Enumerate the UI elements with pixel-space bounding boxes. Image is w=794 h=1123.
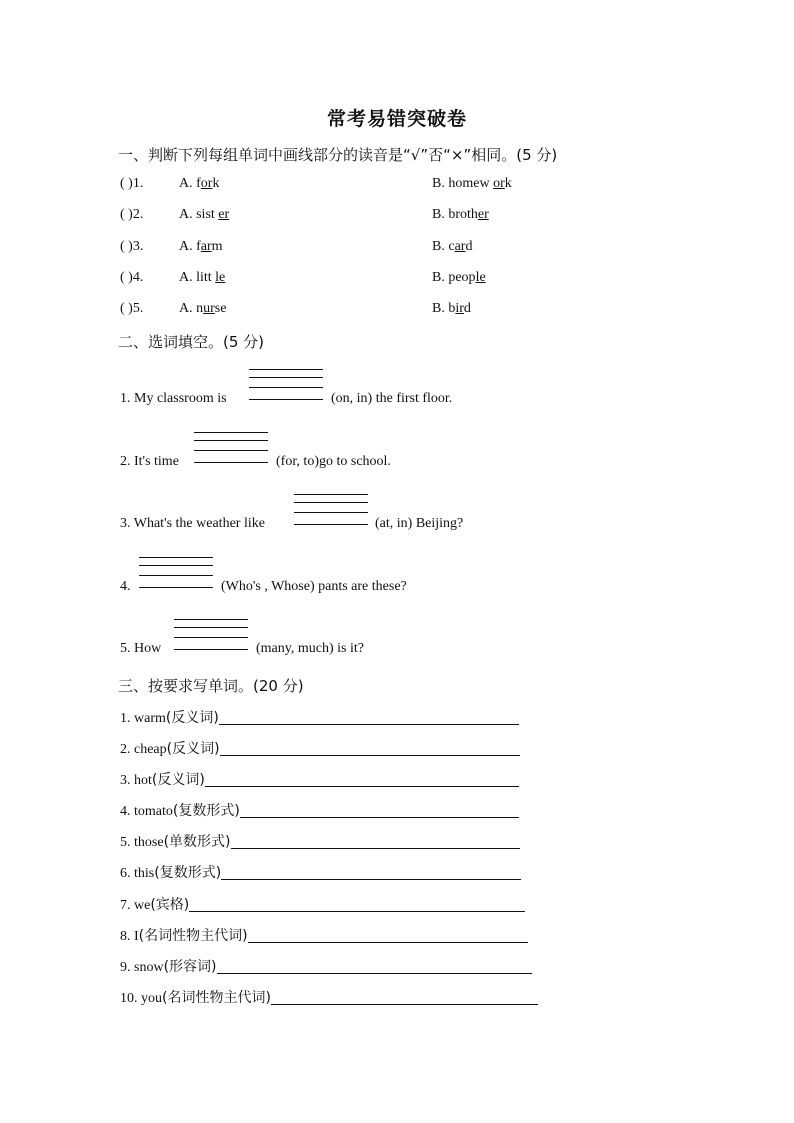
task-hint: (反义词) [165, 710, 219, 726]
task-word: 5. those [120, 835, 164, 850]
option-b-prefix: B. broth [432, 207, 478, 222]
blank-line [294, 494, 368, 495]
answer-line[interactable] [205, 772, 519, 787]
option-a [179, 270, 225, 286]
blank-line [139, 575, 213, 576]
option-a-underlined: er [218, 207, 230, 222]
question-text: 1. My classroom is [120, 391, 227, 406]
task-hint: (形容词) [163, 959, 217, 975]
option-a-prefix: A. sist [179, 207, 219, 222]
option-b-underlined: or [493, 176, 505, 191]
answer-line[interactable] [240, 803, 519, 818]
blank-line [294, 512, 368, 513]
option-b-prefix: B. peop [432, 270, 476, 285]
blank-line [139, 557, 213, 558]
option-b-suffix: d [463, 301, 471, 316]
section1-heading: 一、判断下列每组单词中画线部分的读音是“√”否“×”相同。(5 分) [118, 146, 558, 164]
word-choices: (at, in) Beijing? [375, 516, 464, 531]
word-task-row [120, 894, 525, 914]
blank-line [249, 387, 323, 388]
blank-line [249, 369, 323, 370]
option-b-underlined: ar [454, 239, 466, 254]
option-a-underlined: ur [203, 301, 215, 316]
option-a-underlined: le [215, 270, 226, 285]
section3-heading: 三、按要求写单词。(20 分) [118, 677, 304, 695]
blank-line [194, 440, 268, 441]
task-hint: (单数形式) [163, 834, 231, 850]
blank-line [294, 502, 368, 503]
option-a-underlined: or [200, 176, 213, 191]
task-word: 2. cheap [120, 742, 167, 757]
task-hint: (复数形式) [172, 803, 240, 819]
task-word: 1. warm [120, 711, 166, 726]
option-a-prefix: A. f [179, 176, 201, 191]
word-task-row [120, 987, 538, 1007]
option-b [432, 176, 512, 192]
answer-line[interactable] [271, 990, 538, 1005]
answer-blank[interactable] [194, 462, 268, 463]
section2-heading: 二、选词填空。(5 分) [118, 333, 265, 351]
task-word: 3. hot [120, 773, 152, 788]
blank-line [249, 377, 323, 378]
option-b [432, 301, 471, 317]
word-task-row [120, 956, 532, 976]
task-hint: (宾格) [150, 897, 190, 913]
option-a-prefix: A. litt [179, 270, 216, 285]
blank-line [174, 637, 248, 638]
answer-bracket[interactable]: ( )3. [120, 239, 144, 254]
option-a-suffix: se [214, 301, 227, 316]
task-hint: (反义词) [166, 741, 220, 757]
answer-line[interactable] [220, 741, 520, 756]
answer-bracket[interactable]: ( )4. [120, 270, 144, 285]
option-a [179, 301, 226, 317]
answer-line[interactable] [219, 710, 519, 725]
option-a-suffix: k [212, 176, 220, 191]
blank-line [194, 450, 268, 451]
task-hint: (名词性物主代词) [162, 990, 271, 1006]
word-task-row [120, 800, 519, 820]
option-a-prefix: A. n [179, 301, 204, 316]
option-b [432, 207, 489, 223]
word-choices: (Who's , Whose) pants are these? [221, 579, 407, 594]
option-b-suffix: d [465, 239, 473, 254]
option-a [179, 239, 223, 255]
word-task-row [120, 925, 528, 945]
option-a-prefix: A. f [179, 239, 201, 254]
task-hint: (反义词) [151, 772, 205, 788]
answer-bracket[interactable]: ( )2. [120, 207, 144, 222]
answer-line[interactable] [221, 865, 521, 880]
question-text: 4. [120, 579, 131, 594]
option-b-underlined: le [475, 270, 486, 285]
task-word: 9. snow [120, 960, 164, 975]
option-a-suffix: m [211, 239, 223, 254]
option-a-underlined: ar [200, 239, 212, 254]
option-a [179, 176, 219, 192]
answer-line[interactable] [217, 959, 533, 974]
option-b-prefix: B. homew [432, 176, 494, 191]
option-b [432, 239, 472, 255]
task-word: 6. this [120, 866, 155, 881]
answer-line[interactable] [231, 834, 521, 849]
answer-bracket[interactable]: ( )5. [120, 301, 144, 316]
task-word: 4. tomato [120, 804, 173, 819]
task-hint: (名词性物主代词) [138, 928, 248, 944]
task-word: 10. you [120, 991, 162, 1006]
answer-blank[interactable] [139, 587, 213, 588]
task-hint: (复数形式) [154, 865, 222, 881]
option-b-suffix: k [504, 176, 512, 191]
word-choices: (for, to)go to school. [276, 454, 391, 469]
question-text: 2. It's time [120, 454, 179, 469]
word-task-row [120, 769, 519, 789]
task-word: 8. I [120, 929, 139, 944]
answer-bracket[interactable]: ( )1. [120, 176, 144, 191]
answer-blank[interactable] [174, 649, 248, 650]
blank-line [174, 619, 248, 620]
task-word: 7. we [120, 898, 151, 913]
blank-line [174, 627, 248, 628]
option-b [432, 270, 486, 286]
option-b-prefix: B. c [432, 239, 455, 254]
option-b-prefix: B. b [432, 301, 456, 316]
blank-line [139, 565, 213, 566]
answer-line[interactable] [248, 928, 528, 943]
word-choices: (many, much) is it? [256, 641, 364, 656]
answer-line[interactable] [189, 897, 525, 912]
word-task-row [120, 831, 520, 851]
option-b-underlined: er [477, 207, 489, 222]
answer-blank[interactable] [249, 399, 323, 400]
page-title: 常考易错突破卷 [326, 108, 467, 130]
question-text: 5. How [120, 641, 162, 656]
word-task-row [120, 707, 519, 727]
word-task-row [120, 738, 520, 758]
option-a [179, 207, 229, 223]
answer-blank[interactable] [294, 524, 368, 525]
question-text: 3. What's the weather like [120, 516, 265, 531]
word-choices: (on, in) the first floor. [331, 391, 453, 406]
blank-line [194, 432, 268, 433]
word-task-row [120, 862, 521, 882]
option-b-underlined: ir [455, 301, 464, 316]
